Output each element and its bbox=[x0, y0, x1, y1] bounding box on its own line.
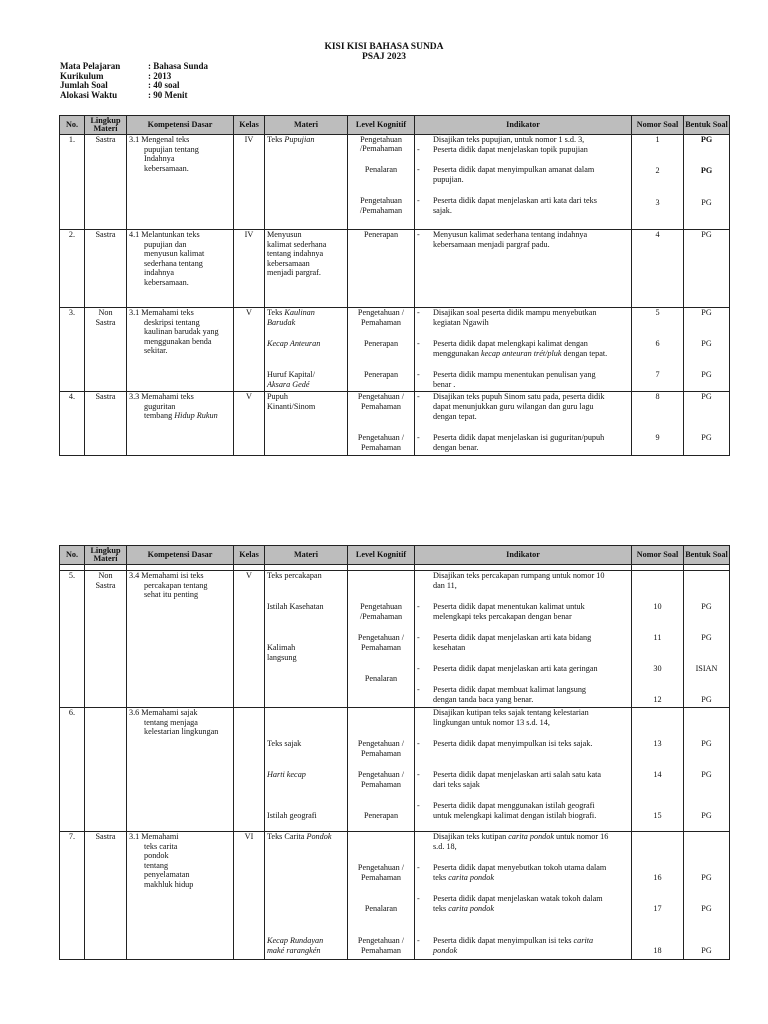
row-bentuk: PG PG ISIAN PG bbox=[695, 602, 718, 704]
header-materi: Materi bbox=[265, 546, 348, 565]
row-nomor: 4 bbox=[655, 230, 660, 239]
row-bentuk: PG PG PG bbox=[701, 873, 712, 955]
table-row bbox=[60, 135, 730, 230]
row-no: 5. bbox=[68, 571, 76, 580]
header-kelas: Kelas bbox=[234, 116, 265, 135]
kisi-table-1 bbox=[59, 115, 730, 456]
row-no: 2. bbox=[68, 230, 76, 239]
row-indikator: - Disajikan soal peserta didik mampu menyebutkan kegiatan Ngawih - Peserta didik dapat melengkapi kalimat dengan menggunakan kecap anteuran trét/pluk dengan tepat. - Peserta didik mampu menentukan penulisan yang benar . bbox=[417, 308, 608, 389]
row-kd: 3.1 Mengenal teks pupujian tentang Indahnya kebersamaan. bbox=[129, 135, 199, 173]
row-bentuk: PG PG PG bbox=[700, 135, 713, 207]
header-materi: Materi bbox=[265, 116, 348, 135]
header-level: Level Kognitif bbox=[348, 546, 415, 565]
row-lingkup: Sastra bbox=[95, 230, 116, 239]
header-level: Level Kognitif bbox=[348, 116, 415, 135]
row-kelas: V bbox=[246, 308, 252, 317]
header-nomor: Nomor Soal bbox=[632, 546, 684, 565]
row-nomor: 13 14 15 bbox=[653, 739, 662, 820]
meta-label: Alokasi Waktu bbox=[60, 89, 118, 100]
header-kelas: Kelas bbox=[234, 546, 265, 565]
meta-value: : Bahasa Sunda bbox=[148, 61, 209, 71]
row-kelas: V bbox=[246, 392, 252, 401]
row-level: Pengetahuan /Pemahaman Penalaran Pengetahuan /Pemahaman bbox=[359, 135, 403, 215]
row-indikator: Disajikan teks percakapan rumpang untuk nomor 10 dan 11, - Peserta didik dapat menentukan kalimat untuk melengkapi teks percakapan dengan benar - Peserta didik dapat menjelaskan arti kata bidang kesehatan - Peserta didik dapat menjelaskan arti kata geringan - Peserta didik dapat membuat kalimat langsung dengan tanda baca yang benar. bbox=[417, 571, 605, 704]
table-row bbox=[60, 708, 730, 832]
meta-value: : 2013 bbox=[148, 70, 172, 81]
row-materi: Teks percakapan Istilah Kasehatan Kalimah langsung bbox=[267, 571, 324, 662]
row-materi: Teks Pupujian bbox=[267, 135, 315, 144]
row-bentuk: PG PG PG bbox=[701, 308, 712, 379]
row-no: 4. bbox=[68, 392, 76, 401]
row-materi: Menyusun kalimat sederhana tentang indahnya kebersamaan menjadi pargraf. bbox=[267, 230, 327, 278]
row-kd: 3.1 Memahami teks deskripsi tentang kaulinan barudak yang menggunakan benda sekitar. bbox=[129, 308, 219, 356]
row-nomor: 10 11 30 12 bbox=[653, 602, 662, 704]
row-kelas: IV bbox=[244, 135, 254, 144]
row-nomor: 1 2 3 bbox=[655, 135, 660, 207]
meta-value: : 40 soal bbox=[148, 80, 180, 91]
row-level: Pengetahuan / Pemahaman Penerapan Penerapan bbox=[357, 308, 405, 379]
table-row bbox=[60, 392, 730, 456]
row-level: Penerapan bbox=[363, 230, 399, 239]
row-no: 6. bbox=[68, 708, 76, 717]
row-materi: Teks sajak Harti kecap Istilah geografi bbox=[267, 739, 317, 820]
row-kd: 4.1 Melantunkan teks pupujian dan menyusun kalimat sederhana tentang indahnya kebersamaan. bbox=[129, 230, 205, 287]
row-indikator: Disajikan teks pupujian, untuk nomor 1 s.d. 3, - Peserta didik dapat menjelaskan topik pupujian - Peserta didik dapat menyimpulkan amanat dalam pupujian. - Peserta didik dapat menjelaskan arti kata dari teks sajak. bbox=[417, 135, 597, 215]
row-lingkup: Sastra bbox=[95, 135, 116, 144]
row-level: Pengetahuan / Pemahaman Pengetahuan / Pemahaman bbox=[357, 392, 405, 452]
row-no: 3. bbox=[68, 308, 76, 317]
row-no: 7. bbox=[68, 832, 76, 841]
header-no: No. bbox=[60, 546, 85, 565]
row-kd: 3.4 Memahami isi teks percakapan tentang sehat itu penting bbox=[129, 571, 208, 600]
row-no: 1. bbox=[68, 135, 76, 144]
row-level: Pengetahuan /Pemahaman Pengetahuan / Pemahaman Penalaran bbox=[357, 602, 405, 683]
header-row bbox=[60, 546, 730, 565]
header-bentuk: Bentuk Soal bbox=[684, 116, 730, 135]
row-materi: Teks Carita Pondok Kecap Rundayan maké rarangkén bbox=[267, 832, 332, 955]
header-nomor: Nomor Soal bbox=[632, 116, 684, 135]
meta-label: Kurikulum bbox=[60, 70, 104, 81]
table-row bbox=[60, 308, 730, 392]
header-indikator: Indikator bbox=[415, 546, 632, 565]
row-lingkup: Sastra bbox=[95, 392, 116, 401]
header-kd: Kompetensi Dasar bbox=[127, 546, 234, 565]
document-subtitle: PSAJ 2023 bbox=[361, 52, 407, 62]
header-lingkup: Lingkup Materi bbox=[85, 116, 127, 135]
table-row bbox=[60, 571, 730, 708]
row-nomor: 8 9 bbox=[655, 392, 660, 442]
row-kelas: VI bbox=[244, 832, 254, 841]
row-kelas: V bbox=[246, 571, 252, 580]
row-materi: Teks Kaulinan Barudak Kecap Anteuran Huruf Kapital/ Aksara Gedé bbox=[267, 308, 321, 389]
header-row bbox=[60, 116, 730, 135]
row-kelas: IV bbox=[244, 230, 254, 239]
header-lingkup: Lingkup Materi bbox=[85, 546, 127, 565]
row-nomor: 16 17 18 bbox=[653, 873, 662, 955]
row-indikator: - Disajikan teks pupuh Sinom satu pada, peserta didik dapat menunjukkan guru wilangan dan guru lagu dengan tepat. - Peserta didik dapat menjelaskan isi guguritan/pupuh dengan benar. bbox=[417, 392, 605, 452]
row-nomor: 5 6 7 bbox=[655, 308, 660, 379]
row-bentuk: PG PG bbox=[701, 392, 712, 442]
row-indikator: Disajikan kutipan teks sajak tentang kelestarian lingkungan untuk nomor 13 s.d. 14, - Peserta didik dapat menyimpulkan isi teks sajak. - Peserta didik dapat menjelaskan arti salah satu kata dari teks sajak - Peserta didik dapat menggunakan istilah geografi untuk melengkapi kalimat dengan istilah biografi. bbox=[417, 708, 602, 820]
row-kd: 3.6 Memahami sajak tentang menjaga kelestarian lingkungan bbox=[129, 708, 219, 737]
row-bentuk: PG PG PG bbox=[701, 739, 712, 820]
meta-label: Jumlah Soal bbox=[60, 80, 108, 91]
kisi-table-2 bbox=[59, 545, 730, 960]
row-kd: 3.1 Memahami teks carita pondok tentang penyelamatan makhluk hidup bbox=[129, 832, 194, 889]
row-materi: Pupuh Kinanti/Sinom bbox=[267, 392, 316, 411]
row-indikator: - Menyusun kalimat sederhana tentang indahnya kebersamaan menjadi pargraf padu. bbox=[417, 230, 588, 249]
row-bentuk: PG bbox=[701, 230, 712, 239]
table-row bbox=[60, 832, 730, 960]
header-no: No. bbox=[60, 116, 85, 135]
header-bentuk: Bentuk Soal bbox=[684, 546, 730, 565]
meta-block bbox=[60, 62, 208, 100]
header-kd: Kompetensi Dasar bbox=[127, 116, 234, 135]
row-lingkup: Sastra bbox=[95, 832, 116, 841]
header-indikator: Indikator bbox=[415, 116, 632, 135]
meta-value: : 90 Menit bbox=[148, 89, 188, 100]
meta-label: Mata Pelajaran bbox=[60, 61, 121, 71]
row-kd: 3.3 Memahami teks guguritan tembang Hidup Rukun bbox=[129, 392, 218, 421]
table-row bbox=[60, 230, 730, 308]
row-lingkup: Non Sastra bbox=[95, 571, 116, 590]
row-level: Pengetahuan / Pemahaman Pengetahuan / Pemahaman Penerapan bbox=[357, 739, 405, 820]
row-indikator: Disajikan teks kutipan carita pondok untuk nomor 16 s.d. 18, - Peserta didik dapat menyebutkan tokoh utama dalam teks carita pondok - Peserta didik dapat menjelaskan watak tokoh dalam teks carita pondok - Peserta didik dapat menyimpulkan isi teks carita pondok bbox=[417, 832, 609, 955]
document-title: KISI KISI BAHASA SUNDA bbox=[324, 42, 444, 52]
row-lingkup: Non Sastra bbox=[95, 308, 116, 327]
row-level: Pengetahuan / Pemahaman Penalaran Pengetahuan / Pemahaman bbox=[357, 863, 405, 955]
